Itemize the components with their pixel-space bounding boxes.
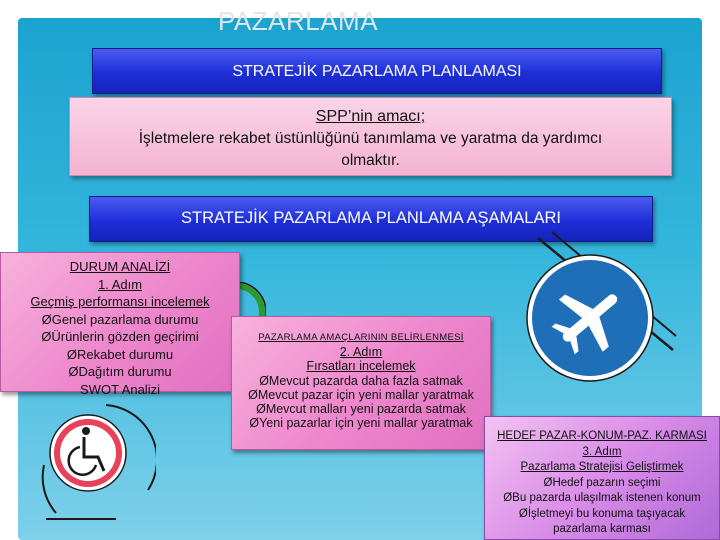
step3-item: Øİşletmeyi bu konuma taşıyacak <box>518 507 686 520</box>
header-title: STRATEJİK PAZARLAMA PLANLAMASI <box>232 63 522 80</box>
no-airplane-sign-icon <box>508 230 678 400</box>
step3-title: HEDEF PAZAR-KONUM-PAZ. KARMASI <box>497 430 707 442</box>
step1-item: ØRekabet durumu <box>66 346 174 362</box>
step2-item: ØYeni pazarlar için yeni mallar yaratmak <box>249 416 473 431</box>
step1-last: SWOT Analizi <box>80 381 160 397</box>
step2-item: ØMevcut pazar için yeni mallar yaratmak <box>248 387 474 402</box>
step1-item: ØÜrünlerin gözden geçirimi <box>41 329 199 344</box>
step3-item: pazarlama karması <box>553 523 651 535</box>
step3-item: ØHedef pazarın seçimi <box>543 476 661 489</box>
step2-item: ØMevcut malları yeni pazarda satmak <box>256 402 466 417</box>
purpose-box <box>69 97 672 176</box>
step3-item: ØBu pazarda ulaşılmak istenen konum <box>503 492 701 504</box>
strategic-planning-header <box>92 48 662 94</box>
step1-title: DURUM ANALİZİ <box>69 259 171 274</box>
step1-situation-analysis <box>0 252 240 397</box>
step3-step: 3. Adım <box>582 445 622 458</box>
stages-title: STRATEJİK PAZARLAMA PLANLAMA AŞAMALARI <box>181 209 561 227</box>
purpose-text-line1: İşletmelere rekabet üstünlüğünü tanımlama ve yaratma da yardımcı <box>138 130 603 147</box>
step1-item: ØDağıtım durumu <box>68 364 172 379</box>
step3-target-market <box>484 416 720 540</box>
step3-subtitle: Pazarlama Stratejisi Geliştirmek <box>520 461 684 473</box>
purpose-heading: SPP’nin amacı; <box>315 108 426 125</box>
step1-step: 1. Adım <box>97 276 143 292</box>
step1-subtitle: Geçmiş performansı incelemek <box>30 294 210 309</box>
step2-step: 2. Adım <box>339 345 383 360</box>
step1-item: ØGenel pazarlama durumu <box>41 311 199 327</box>
wheelchair-sign-icon <box>36 395 156 525</box>
purpose-text-line2: olmaktır. <box>341 152 400 169</box>
step2-marketing-objectives <box>231 316 491 450</box>
slide-title: PAZARLAMA <box>218 6 379 36</box>
step2-subtitle: Fırsatları incelemek <box>306 359 416 374</box>
step2-title: PAZARLAMA AMAÇLARININ BELİRLENMESİ <box>258 332 464 343</box>
step2-item: ØMevcut pazarda daha fazla satmak <box>259 373 463 388</box>
